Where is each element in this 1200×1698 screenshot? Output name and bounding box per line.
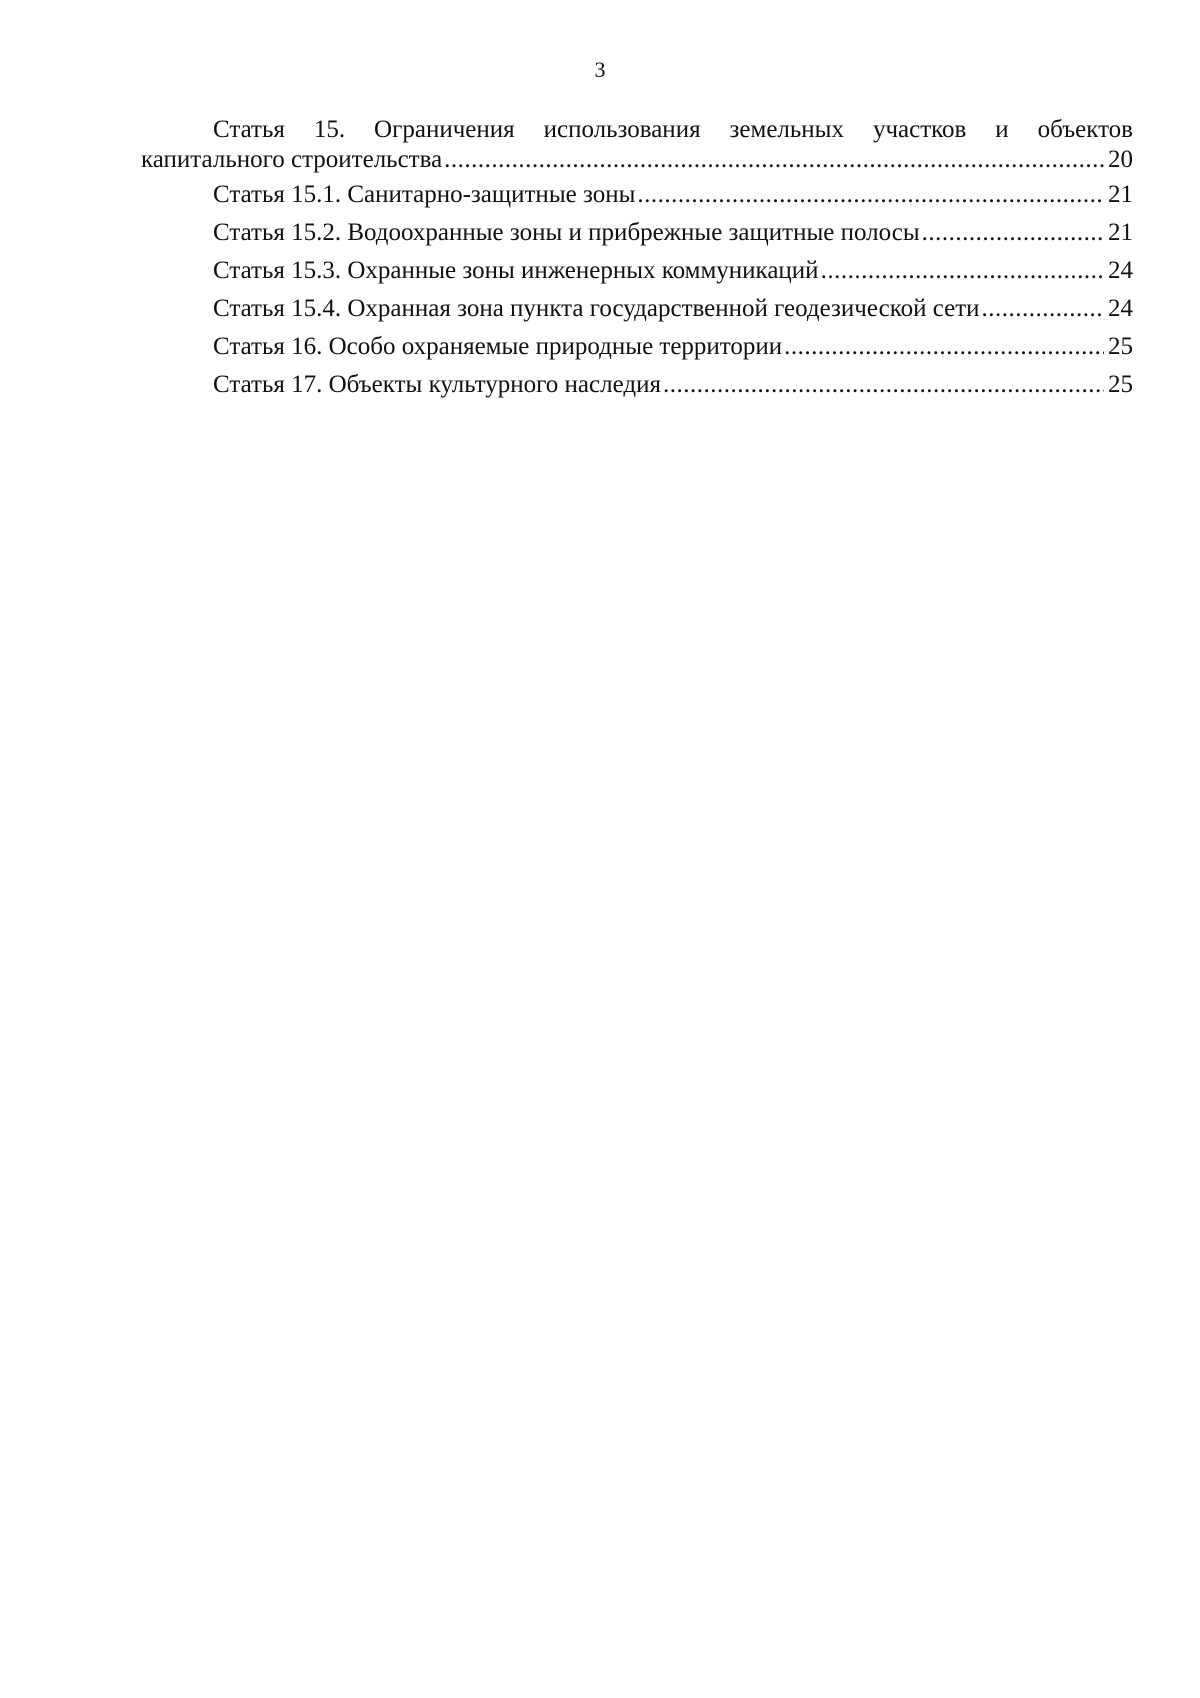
toc-dot-leader (784, 332, 1104, 362)
toc-entry-title-line-1: Статья 15. Ограничения использования земельных участков и объектов (213, 116, 1133, 143)
toc-dot-leader (444, 145, 1104, 175)
toc-entry-article-17[interactable] (141, 370, 1133, 400)
toc-entry-article-15-1[interactable] (141, 180, 1133, 210)
toc-entry-title: Статья 17. Объекты культурного наследия (213, 371, 661, 398)
toc-entry-page: 25 (1108, 371, 1133, 398)
toc-entry-title: Статья 16. Особо охраняемые природные территории (213, 333, 783, 360)
toc-entry-title: Статья 15.4. Охранная зона пункта государственной геодезической сети (213, 295, 980, 322)
toc-dot-leader (982, 294, 1104, 324)
toc-entry-title: Статья 15.3. Охранные зоны инженерных коммуникаций (213, 257, 819, 284)
table-of-contents (141, 115, 1133, 408)
toc-entry-article-15[interactable] (141, 115, 1133, 175)
toc-dot-leader (821, 256, 1104, 286)
toc-dot-leader (637, 180, 1104, 210)
toc-dot-leader (663, 370, 1104, 400)
toc-entry-title: Статья 15.1. Санитарно-защитные зоны (213, 181, 636, 208)
toc-entry-page: 21 (1108, 181, 1133, 208)
toc-dot-leader (922, 218, 1104, 248)
toc-entry-page: 20 (1108, 146, 1133, 173)
toc-entry-continuation (141, 145, 1133, 175)
page-number: 3 (594, 57, 606, 82)
toc-entry-article-16[interactable] (141, 332, 1133, 362)
toc-entry-title-line-2: капитального строительства (141, 146, 443, 173)
toc-entry-article-15-3[interactable] (141, 256, 1133, 286)
toc-entry-article-15-2[interactable] (141, 218, 1133, 248)
toc-entry-page: 24 (1108, 257, 1133, 284)
toc-entry-page: 24 (1108, 295, 1133, 322)
toc-entry-article-15-4[interactable] (141, 294, 1133, 324)
toc-entry-page: 25 (1108, 333, 1133, 360)
toc-entry-page: 21 (1108, 219, 1133, 246)
toc-entry-title: Статья 15.2. Водоохранные зоны и прибрежные защитные полосы (213, 219, 920, 246)
